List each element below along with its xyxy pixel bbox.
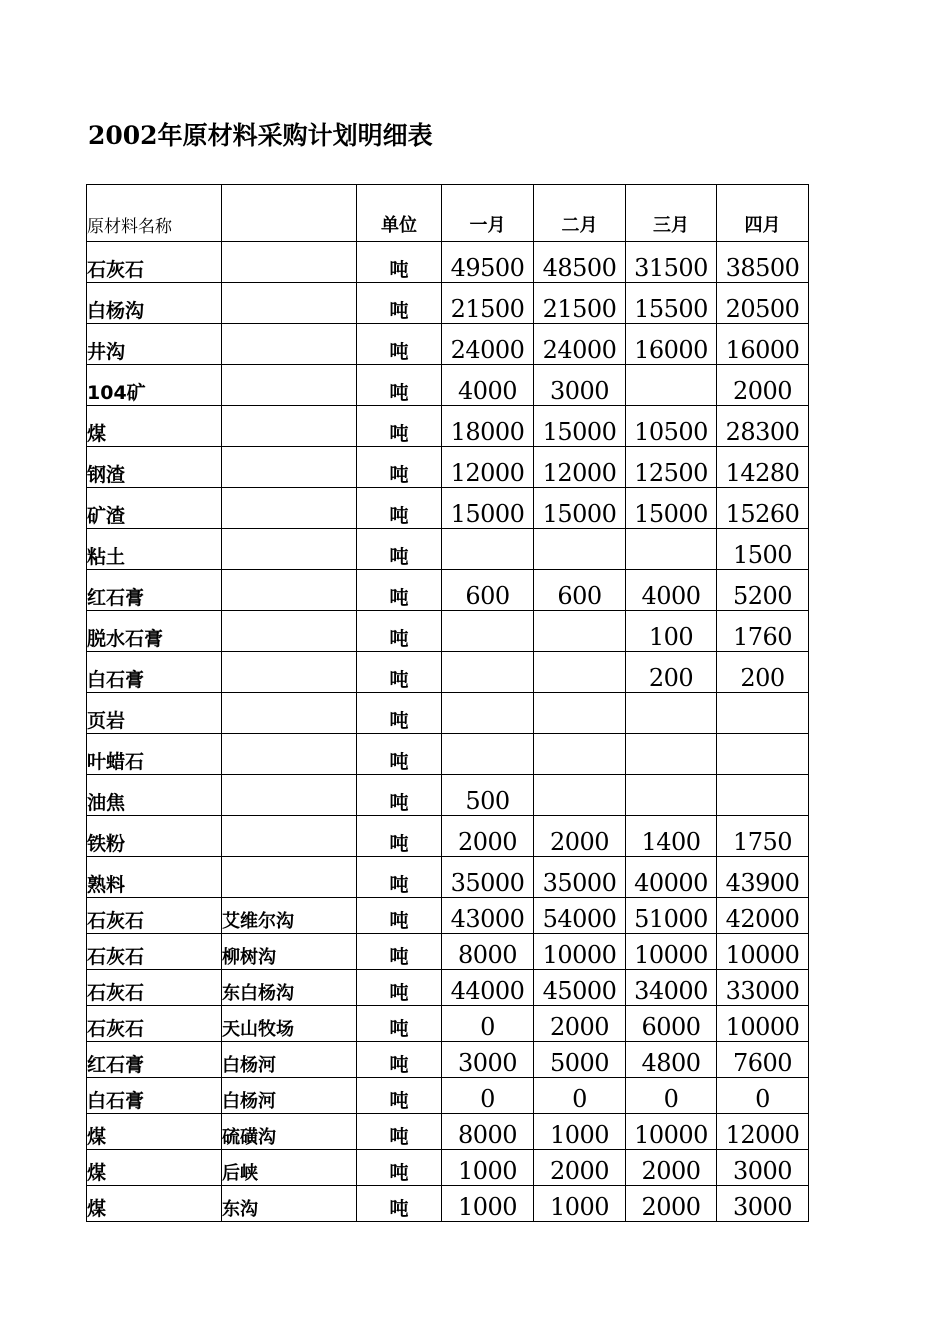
month-3-cell bbox=[626, 365, 717, 406]
source-cell bbox=[222, 693, 357, 734]
month-1-cell: 24000 bbox=[442, 324, 534, 365]
month-3-cell: 2000 bbox=[626, 1150, 717, 1186]
month-2-cell: 45000 bbox=[534, 970, 626, 1006]
source-cell: 硫磺沟 bbox=[222, 1114, 357, 1150]
material-name-cell: 粘土 bbox=[87, 529, 222, 570]
source-cell bbox=[222, 857, 357, 898]
month-3-cell: 1400 bbox=[626, 816, 717, 857]
table-row bbox=[87, 1186, 809, 1222]
unit-cell: 吨 bbox=[357, 857, 442, 898]
table-body bbox=[87, 185, 809, 1222]
month-4-cell: 1750 bbox=[717, 816, 809, 857]
month-1-cell: 12000 bbox=[442, 447, 534, 488]
month-3-cell bbox=[626, 734, 717, 775]
source-cell: 白杨河 bbox=[222, 1078, 357, 1114]
header-row bbox=[87, 185, 809, 242]
unit-cell: 吨 bbox=[357, 406, 442, 447]
material-name-cell: 矿渣 bbox=[87, 488, 222, 529]
unit-cell: 吨 bbox=[357, 970, 442, 1006]
month-2-cell: 1000 bbox=[534, 1114, 626, 1150]
month-4-cell: 28300 bbox=[717, 406, 809, 447]
header-month-4: 四月 bbox=[717, 185, 809, 242]
unit-cell: 吨 bbox=[357, 488, 442, 529]
month-2-cell: 3000 bbox=[534, 365, 626, 406]
unit-cell: 吨 bbox=[357, 1114, 442, 1150]
month-4-cell: 10000 bbox=[717, 934, 809, 970]
month-2-cell: 2000 bbox=[534, 816, 626, 857]
month-4-cell: 33000 bbox=[717, 970, 809, 1006]
header-month-3: 三月 bbox=[626, 185, 717, 242]
unit-cell: 吨 bbox=[357, 1186, 442, 1222]
month-2-cell: 54000 bbox=[534, 898, 626, 934]
month-2-cell: 1000 bbox=[534, 1186, 626, 1222]
source-cell: 白杨河 bbox=[222, 1042, 357, 1078]
header-sub bbox=[222, 185, 357, 242]
table-row bbox=[87, 734, 809, 775]
unit-cell: 吨 bbox=[357, 611, 442, 652]
material-name-cell: 红石膏 bbox=[87, 1042, 222, 1078]
material-name-cell: 红石膏 bbox=[87, 570, 222, 611]
month-4-cell bbox=[717, 693, 809, 734]
table-row bbox=[87, 934, 809, 970]
month-2-cell: 24000 bbox=[534, 324, 626, 365]
month-3-cell bbox=[626, 775, 717, 816]
month-3-cell: 16000 bbox=[626, 324, 717, 365]
table-row bbox=[87, 406, 809, 447]
source-cell bbox=[222, 447, 357, 488]
month-2-cell: 2000 bbox=[534, 1150, 626, 1186]
material-name-cell: 铁粉 bbox=[87, 816, 222, 857]
month-4-cell: 10000 bbox=[717, 1006, 809, 1042]
source-cell: 后峡 bbox=[222, 1150, 357, 1186]
source-cell: 东沟 bbox=[222, 1186, 357, 1222]
source-cell bbox=[222, 529, 357, 570]
table-row bbox=[87, 898, 809, 934]
month-4-cell: 43900 bbox=[717, 857, 809, 898]
material-name-cell: 钢渣 bbox=[87, 447, 222, 488]
table-row bbox=[87, 611, 809, 652]
source-cell: 东白杨沟 bbox=[222, 970, 357, 1006]
month-3-cell: 200 bbox=[626, 652, 717, 693]
source-cell bbox=[222, 242, 357, 283]
month-1-cell: 1000 bbox=[442, 1186, 534, 1222]
material-name-cell: 煤 bbox=[87, 1114, 222, 1150]
page-title: 2002年原材料采购计划明细表 bbox=[88, 121, 433, 150]
material-name-cell: 页岩 bbox=[87, 693, 222, 734]
table-row bbox=[87, 1042, 809, 1078]
unit-cell: 吨 bbox=[357, 570, 442, 611]
source-cell: 天山牧场 bbox=[222, 1006, 357, 1042]
table-row bbox=[87, 365, 809, 406]
month-3-cell: 31500 bbox=[626, 242, 717, 283]
month-1-cell: 4000 bbox=[442, 365, 534, 406]
month-1-cell: 500 bbox=[442, 775, 534, 816]
unit-cell: 吨 bbox=[357, 1078, 442, 1114]
month-3-cell: 40000 bbox=[626, 857, 717, 898]
month-4-cell: 2000 bbox=[717, 365, 809, 406]
material-name-cell: 脱水石膏 bbox=[87, 611, 222, 652]
month-4-cell: 38500 bbox=[717, 242, 809, 283]
month-1-cell bbox=[442, 652, 534, 693]
table-row bbox=[87, 693, 809, 734]
table-row bbox=[87, 529, 809, 570]
month-1-cell bbox=[442, 529, 534, 570]
month-3-cell: 2000 bbox=[626, 1186, 717, 1222]
month-3-cell: 34000 bbox=[626, 970, 717, 1006]
material-name-cell: 煤 bbox=[87, 406, 222, 447]
material-name-cell: 油焦 bbox=[87, 775, 222, 816]
unit-cell: 吨 bbox=[357, 1150, 442, 1186]
source-cell bbox=[222, 611, 357, 652]
month-1-cell bbox=[442, 734, 534, 775]
material-name-cell: 井沟 bbox=[87, 324, 222, 365]
table-row bbox=[87, 1078, 809, 1114]
month-4-cell: 1760 bbox=[717, 611, 809, 652]
month-2-cell: 2000 bbox=[534, 1006, 626, 1042]
table-row bbox=[87, 775, 809, 816]
unit-cell: 吨 bbox=[357, 529, 442, 570]
month-1-cell: 43000 bbox=[442, 898, 534, 934]
month-3-cell: 4800 bbox=[626, 1042, 717, 1078]
month-3-cell: 10000 bbox=[626, 1114, 717, 1150]
month-4-cell: 3000 bbox=[717, 1186, 809, 1222]
month-2-cell: 15000 bbox=[534, 488, 626, 529]
table-row bbox=[87, 447, 809, 488]
month-4-cell: 200 bbox=[717, 652, 809, 693]
month-2-cell: 21500 bbox=[534, 283, 626, 324]
month-1-cell: 600 bbox=[442, 570, 534, 611]
source-cell bbox=[222, 652, 357, 693]
source-cell bbox=[222, 775, 357, 816]
month-1-cell: 18000 bbox=[442, 406, 534, 447]
month-2-cell bbox=[534, 529, 626, 570]
month-1-cell: 44000 bbox=[442, 970, 534, 1006]
table-row bbox=[87, 652, 809, 693]
unit-cell: 吨 bbox=[357, 1006, 442, 1042]
purchase-plan-table bbox=[86, 184, 809, 1222]
month-4-cell: 0 bbox=[717, 1078, 809, 1114]
month-1-cell: 8000 bbox=[442, 934, 534, 970]
month-2-cell: 12000 bbox=[534, 447, 626, 488]
month-3-cell: 0 bbox=[626, 1078, 717, 1114]
month-3-cell: 6000 bbox=[626, 1006, 717, 1042]
material-name-cell: 白杨沟 bbox=[87, 283, 222, 324]
month-1-cell: 8000 bbox=[442, 1114, 534, 1150]
month-4-cell: 14280 bbox=[717, 447, 809, 488]
table-row bbox=[87, 283, 809, 324]
material-name-cell: 煤 bbox=[87, 1150, 222, 1186]
month-4-cell bbox=[717, 775, 809, 816]
month-3-cell: 100 bbox=[626, 611, 717, 652]
month-1-cell: 21500 bbox=[442, 283, 534, 324]
unit-cell: 吨 bbox=[357, 693, 442, 734]
month-1-cell: 0 bbox=[442, 1006, 534, 1042]
source-cell: 艾维尔沟 bbox=[222, 898, 357, 934]
month-3-cell bbox=[626, 693, 717, 734]
month-3-cell bbox=[626, 529, 717, 570]
header-name: 原材料名称 bbox=[87, 185, 222, 242]
material-name-cell: 熟料 bbox=[87, 857, 222, 898]
month-4-cell: 12000 bbox=[717, 1114, 809, 1150]
header-month-1: 一月 bbox=[442, 185, 534, 242]
month-1-cell: 15000 bbox=[442, 488, 534, 529]
material-name-cell: 叶蜡石 bbox=[87, 734, 222, 775]
material-name-cell: 石灰石 bbox=[87, 970, 222, 1006]
unit-cell: 吨 bbox=[357, 934, 442, 970]
material-name-cell: 石灰石 bbox=[87, 242, 222, 283]
month-2-cell: 35000 bbox=[534, 857, 626, 898]
source-cell bbox=[222, 488, 357, 529]
month-2-cell: 48500 bbox=[534, 242, 626, 283]
unit-cell: 吨 bbox=[357, 652, 442, 693]
material-name-cell: 白石膏 bbox=[87, 652, 222, 693]
month-2-cell bbox=[534, 611, 626, 652]
month-1-cell: 0 bbox=[442, 1078, 534, 1114]
month-3-cell: 4000 bbox=[626, 570, 717, 611]
table-row bbox=[87, 1150, 809, 1186]
source-cell: 柳树沟 bbox=[222, 934, 357, 970]
month-4-cell: 7600 bbox=[717, 1042, 809, 1078]
material-name-cell: 石灰石 bbox=[87, 898, 222, 934]
month-4-cell: 15260 bbox=[717, 488, 809, 529]
header-unit: 单位 bbox=[357, 185, 442, 242]
month-2-cell: 5000 bbox=[534, 1042, 626, 1078]
month-4-cell bbox=[717, 734, 809, 775]
table-row bbox=[87, 570, 809, 611]
month-2-cell bbox=[534, 652, 626, 693]
material-name-cell: 石灰石 bbox=[87, 934, 222, 970]
month-4-cell: 1500 bbox=[717, 529, 809, 570]
source-cell bbox=[222, 283, 357, 324]
table-row bbox=[87, 242, 809, 283]
table-row bbox=[87, 816, 809, 857]
month-1-cell: 3000 bbox=[442, 1042, 534, 1078]
month-1-cell: 49500 bbox=[442, 242, 534, 283]
month-4-cell: 5200 bbox=[717, 570, 809, 611]
unit-cell: 吨 bbox=[357, 242, 442, 283]
month-2-cell: 0 bbox=[534, 1078, 626, 1114]
unit-cell: 吨 bbox=[357, 447, 442, 488]
month-1-cell: 35000 bbox=[442, 857, 534, 898]
material-name-cell: 白石膏 bbox=[87, 1078, 222, 1114]
unit-cell: 吨 bbox=[357, 898, 442, 934]
material-name-cell: 石灰石 bbox=[87, 1006, 222, 1042]
material-name-cell: 104矿 bbox=[87, 365, 222, 406]
unit-cell: 吨 bbox=[357, 1042, 442, 1078]
source-cell bbox=[222, 570, 357, 611]
month-2-cell: 15000 bbox=[534, 406, 626, 447]
table-row bbox=[87, 1006, 809, 1042]
month-3-cell: 10500 bbox=[626, 406, 717, 447]
month-4-cell: 16000 bbox=[717, 324, 809, 365]
source-cell bbox=[222, 816, 357, 857]
month-3-cell: 51000 bbox=[626, 898, 717, 934]
unit-cell: 吨 bbox=[357, 734, 442, 775]
month-1-cell bbox=[442, 611, 534, 652]
source-cell bbox=[222, 324, 357, 365]
month-2-cell: 600 bbox=[534, 570, 626, 611]
table-row bbox=[87, 857, 809, 898]
month-3-cell: 12500 bbox=[626, 447, 717, 488]
month-4-cell: 3000 bbox=[717, 1150, 809, 1186]
unit-cell: 吨 bbox=[357, 775, 442, 816]
unit-cell: 吨 bbox=[357, 283, 442, 324]
table-row bbox=[87, 970, 809, 1006]
month-3-cell: 10000 bbox=[626, 934, 717, 970]
month-1-cell: 2000 bbox=[442, 816, 534, 857]
month-2-cell bbox=[534, 734, 626, 775]
table-row bbox=[87, 324, 809, 365]
source-cell bbox=[222, 734, 357, 775]
unit-cell: 吨 bbox=[357, 365, 442, 406]
source-cell bbox=[222, 365, 357, 406]
source-cell bbox=[222, 406, 357, 447]
month-2-cell bbox=[534, 775, 626, 816]
month-4-cell: 20500 bbox=[717, 283, 809, 324]
month-1-cell bbox=[442, 693, 534, 734]
month-4-cell: 42000 bbox=[717, 898, 809, 934]
material-name-cell: 煤 bbox=[87, 1186, 222, 1222]
month-2-cell bbox=[534, 693, 626, 734]
month-1-cell: 1000 bbox=[442, 1150, 534, 1186]
unit-cell: 吨 bbox=[357, 324, 442, 365]
month-3-cell: 15000 bbox=[626, 488, 717, 529]
month-2-cell: 10000 bbox=[534, 934, 626, 970]
header-month-2: 二月 bbox=[534, 185, 626, 242]
unit-cell: 吨 bbox=[357, 816, 442, 857]
table-row bbox=[87, 1114, 809, 1150]
table-row bbox=[87, 488, 809, 529]
month-3-cell: 15500 bbox=[626, 283, 717, 324]
